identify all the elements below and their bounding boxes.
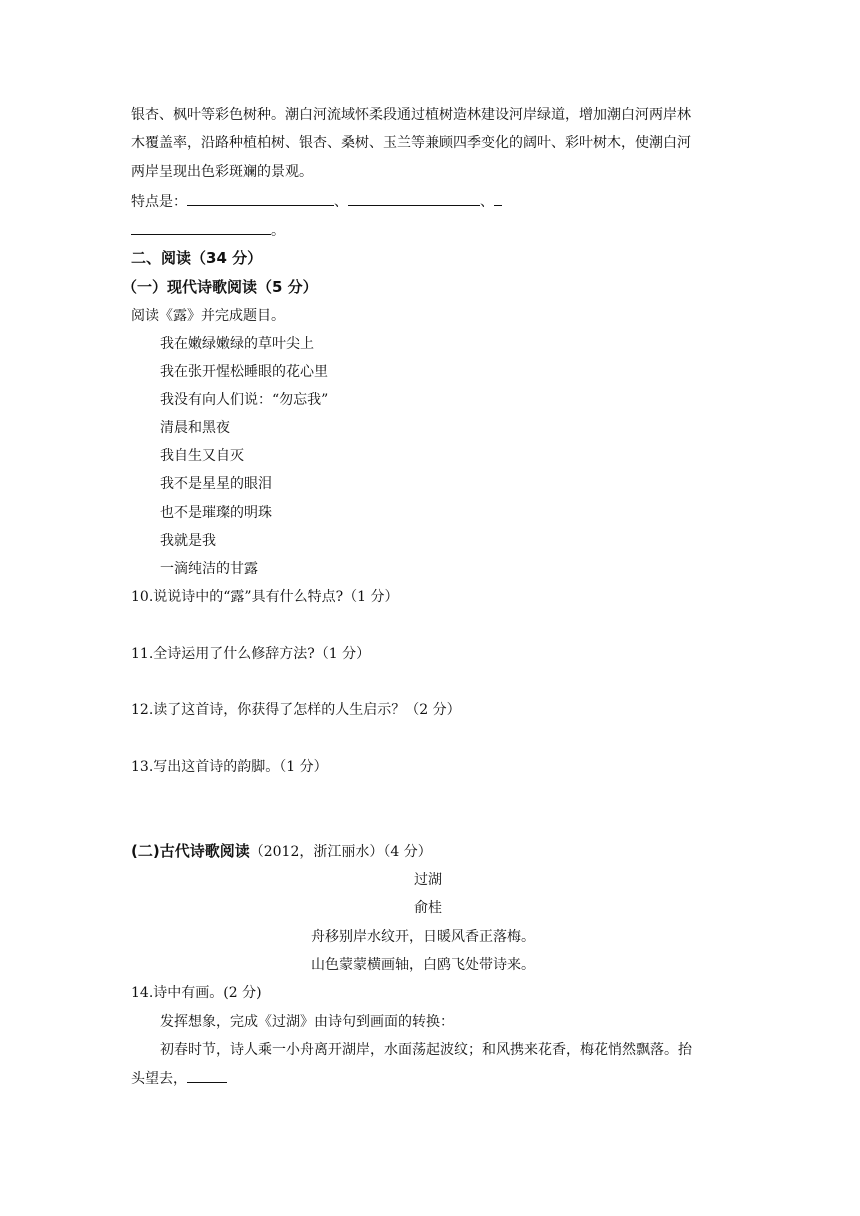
end-mark: 。 bbox=[271, 223, 285, 239]
section-title: 二、阅读（34 分） bbox=[131, 249, 263, 267]
poem-line: 清晨和黑夜 bbox=[160, 420, 230, 436]
answer-blank-3-start[interactable] bbox=[494, 191, 502, 206]
separator-2: 、 bbox=[480, 194, 494, 210]
poem-line: 我在张开惺松睡眼的花心里 bbox=[160, 364, 328, 380]
feature-answer-line bbox=[131, 191, 502, 212]
question-14-text-1: 初春时节，诗人乘一小舟离开湖岸，水面荡起波纹；和风携来花香，梅花悄然飘落。抬 bbox=[160, 1042, 692, 1058]
ancient-poem-line: 舟移别岸水纹开，日暖风香正落梅。 bbox=[311, 929, 535, 945]
intro-line-3: 两岸呈现出色彩斑斓的景观。 bbox=[131, 164, 313, 180]
part2-title-bold: (二)古代诗歌阅读 bbox=[131, 842, 250, 860]
part2-title bbox=[131, 841, 432, 862]
answer-blank-14[interactable] bbox=[187, 1068, 227, 1083]
question-14: 14.诗中有画。(2 分) bbox=[131, 985, 262, 1001]
question-12: 12.读了这首诗，你获得了怎样的人生启示？（2 分） bbox=[131, 702, 461, 718]
ancient-poem-title: 过湖 bbox=[414, 872, 442, 888]
question-10: 10.说说诗中的“露”具有什么特点?（1 分） bbox=[131, 589, 399, 605]
feature-label: 特点是： bbox=[131, 194, 187, 210]
poem-line: 我在嫩绿嫩绿的草叶尖上 bbox=[160, 336, 314, 352]
part1-title: （一）现代诗歌阅读（5 分） bbox=[122, 278, 318, 296]
ancient-poem-line: 山色蒙蒙横画轴，白鸥飞处带诗来。 bbox=[311, 957, 535, 973]
question-11: 11.全诗运用了什么修辞方法?（1 分） bbox=[131, 646, 371, 662]
answer-blank-1[interactable] bbox=[187, 191, 334, 206]
question-14-text-2 bbox=[131, 1068, 227, 1089]
question-13: 13.写出这首诗的韵脚。（1 分） bbox=[131, 759, 328, 775]
feature-answer-line-2 bbox=[131, 220, 285, 241]
question-14-text-2-label: 头望去， bbox=[131, 1071, 187, 1087]
ancient-poem-author: 俞桂 bbox=[414, 900, 442, 916]
poem-line: 一滴纯洁的甘露 bbox=[160, 561, 258, 577]
answer-blank-2[interactable] bbox=[348, 191, 480, 206]
intro-line-1: 银杏、枫叶等彩色树种。潮白河流域怀柔段通过植树造林建设河岸绿道，增加潮白河两岸林 bbox=[131, 107, 691, 123]
poem-line: 我没有向人们说：“勿忘我” bbox=[160, 392, 329, 408]
poem-line: 也不是璀璨的明珠 bbox=[160, 505, 272, 521]
intro-line-2: 木覆盖率，沿路种植柏树、银杏、桑树、玉兰等兼顾四季变化的阔叶、彩叶树木，使潮白河 bbox=[131, 135, 691, 151]
part2-title-rest: （2012，浙江丽水）（4 分） bbox=[249, 844, 432, 860]
answer-blank-3[interactable] bbox=[131, 220, 271, 235]
question-14-instruction: 发挥想象，完成《过湖》由诗句到画面的转换： bbox=[160, 1014, 454, 1030]
poem-line: 我就是我 bbox=[160, 533, 216, 549]
reading-instruction: 阅读《露》并完成题目。 bbox=[131, 308, 285, 324]
poem-line: 我自生又自灭 bbox=[160, 448, 244, 464]
separator-1: 、 bbox=[334, 194, 348, 210]
poem-line: 我不是星星的眼泪 bbox=[160, 476, 272, 492]
